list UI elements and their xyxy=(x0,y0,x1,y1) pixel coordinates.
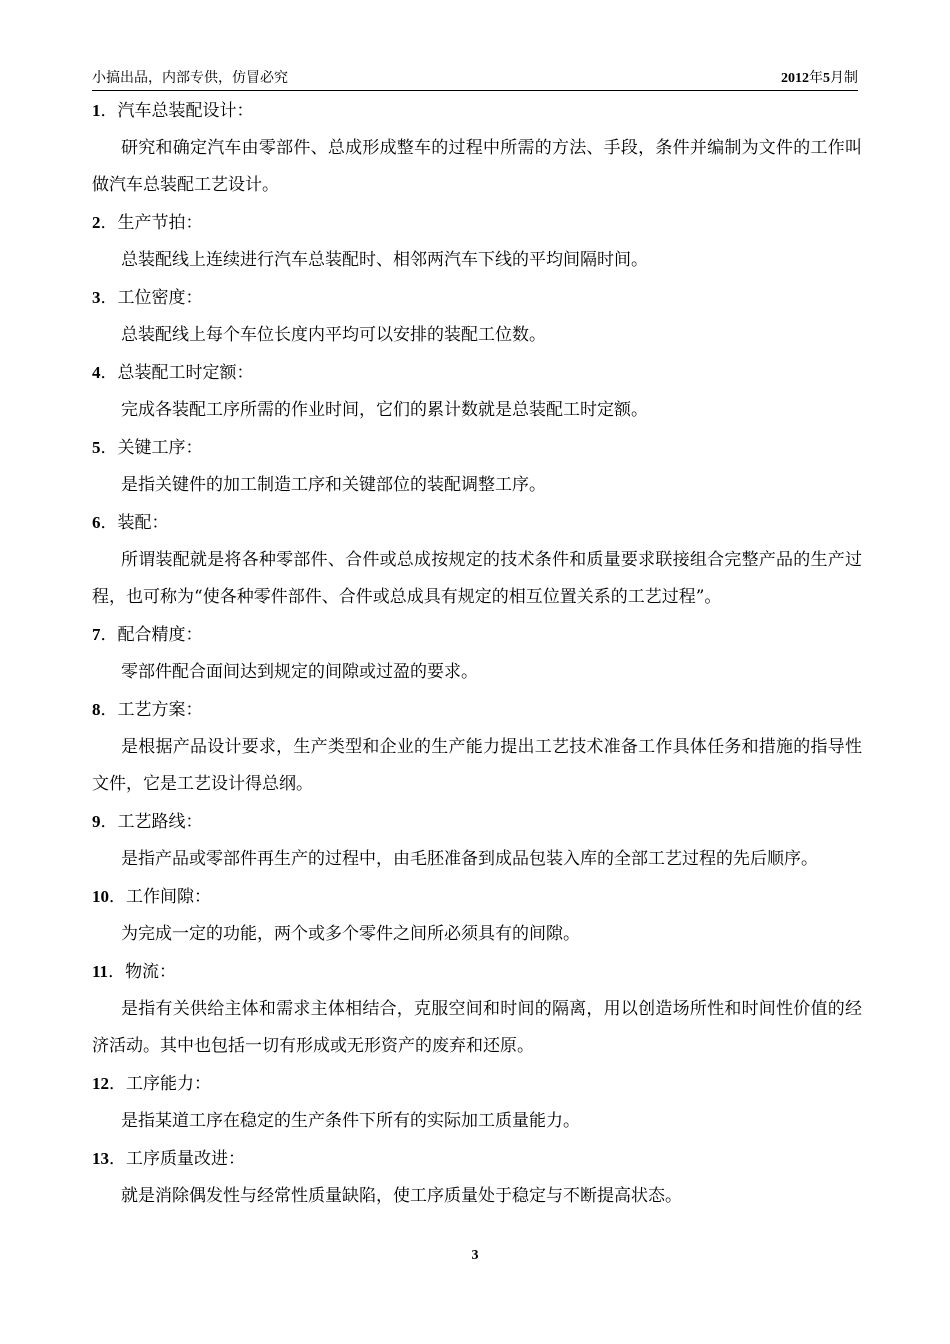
term-separator: ． xyxy=(109,1149,126,1169)
term-number: 7 xyxy=(92,625,101,644)
term-title: 装配： xyxy=(117,513,169,533)
definition-term xyxy=(92,204,862,242)
term-title: 物流： xyxy=(125,962,177,982)
term-separator: ． xyxy=(109,1074,126,1094)
term-title: 关键工序： xyxy=(117,438,203,458)
definition-text: 就是消除偶发性与经常性质量缺陷，使工序质量处于稳定与不断提高状态。 xyxy=(121,1186,682,1206)
term-title: 工序能力： xyxy=(126,1074,211,1094)
definition-text: 研究和确定汽车由零部件、总成形成整车的过程中所需的方法、手段，条件并编制为文件的工作叫做汽车总装配工艺设计。 xyxy=(92,138,862,195)
definitions-list xyxy=(92,92,862,1215)
term-separator: ． xyxy=(100,213,118,233)
term-number: 11 xyxy=(92,962,109,981)
term-title: 工艺方案： xyxy=(117,700,203,720)
header-month: 5 xyxy=(823,71,830,86)
definition-text: 总装配线上每个车位长度内平均可以安排的装配工位数。 xyxy=(121,325,546,345)
definition-term xyxy=(92,803,862,841)
definition-text: 是指产品或零部件再生产的过程中，由毛胚准备到成品包装入库的全部工艺过程的先后顺序。 xyxy=(121,849,818,869)
definition-term xyxy=(92,691,862,729)
term-separator: ． xyxy=(100,101,118,121)
term-number: 1 xyxy=(92,101,101,120)
definition-term xyxy=(92,429,862,467)
definition-text: 零部件配合面间达到规定的间隙或过盈的要求。 xyxy=(121,662,478,682)
definition-term xyxy=(92,953,862,991)
term-separator: ． xyxy=(100,513,118,533)
definition-text: 完成各装配工序所需的作业时间，它们的累计数就是总装配工时定额。 xyxy=(121,400,648,420)
term-title: 工作间隙： xyxy=(126,887,211,907)
page-header xyxy=(92,68,858,91)
term-separator: ． xyxy=(100,812,118,832)
definition-text: 为完成一定的功能，两个或多个零件之间所必须具有的间隙。 xyxy=(121,924,580,944)
term-separator: ． xyxy=(100,438,118,458)
definition-term xyxy=(92,92,862,130)
term-title: 工序质量改进： xyxy=(126,1149,245,1169)
term-number: 10 xyxy=(92,887,109,906)
term-separator: ． xyxy=(100,288,118,308)
definition-term xyxy=(92,1140,862,1178)
definition-text: 是指有关供给主体和需求主体相结合，克服空间和时间的隔离，用以创造场所性和时间性价值的经济活动。其中也包括一切有形成或无形资产的废弃和还原。 xyxy=(92,999,862,1056)
term-number: 3 xyxy=(92,288,101,307)
header-year: 2012 xyxy=(781,71,809,86)
header-year-unit: 年 xyxy=(809,70,823,86)
header-left-text: 小搞出品，内部专供，仿冒必究 xyxy=(92,70,288,86)
page-number: 3 xyxy=(471,1248,479,1263)
term-number: 13 xyxy=(92,1149,109,1168)
term-separator: ． xyxy=(100,700,118,720)
term-title: 工艺路线： xyxy=(117,812,203,832)
term-separator: ． xyxy=(108,962,126,982)
definition-term xyxy=(92,616,862,654)
definition-term xyxy=(92,504,862,542)
definition-text: 是指某道工序在稳定的生产条件下所有的实际加工质量能力。 xyxy=(121,1111,580,1131)
term-number: 9 xyxy=(92,812,101,831)
term-separator: ． xyxy=(100,363,118,383)
term-title: 总装配工时定额： xyxy=(117,363,254,383)
term-number: 4 xyxy=(92,363,101,382)
term-separator: ． xyxy=(109,887,126,907)
term-title: 配合精度： xyxy=(117,625,203,645)
definition-text: 总装配线上连续进行汽车总装配时、相邻两汽车下线的平均间隔时间。 xyxy=(121,250,648,270)
definition-text: 是根据产品设计要求，生产类型和企业的生产能力提出工艺技术准备工作具体任务和措施的指导性文件，它是工艺设计得总纲。 xyxy=(92,737,862,794)
term-number: 2 xyxy=(92,213,101,232)
term-number: 12 xyxy=(92,1074,109,1093)
term-separator: ． xyxy=(100,625,118,645)
term-title: 工位密度： xyxy=(117,288,203,308)
header-suffix: 月制 xyxy=(830,70,858,86)
definition-term xyxy=(92,354,862,392)
header-right-text xyxy=(781,68,858,89)
definition-term xyxy=(92,1065,862,1103)
term-title: 汽车总装配设计： xyxy=(117,101,254,121)
term-number: 6 xyxy=(92,513,101,532)
term-title: 生产节拍： xyxy=(117,213,203,233)
term-number: 5 xyxy=(92,438,101,457)
term-number: 8 xyxy=(92,700,101,719)
definition-text: 是指关键件的加工制造工序和关键部位的装配调整工序。 xyxy=(121,475,546,495)
definition-term xyxy=(92,878,862,916)
definition-text: 所谓装配就是将各种零部件、合件或总成按规定的技术条件和质量要求联接组合完整产品的生产过程，也可称为“使各种零件部件、合件或总成具有规定的相互位置关系的工艺过程”。 xyxy=(92,550,862,607)
definition-term xyxy=(92,279,862,317)
